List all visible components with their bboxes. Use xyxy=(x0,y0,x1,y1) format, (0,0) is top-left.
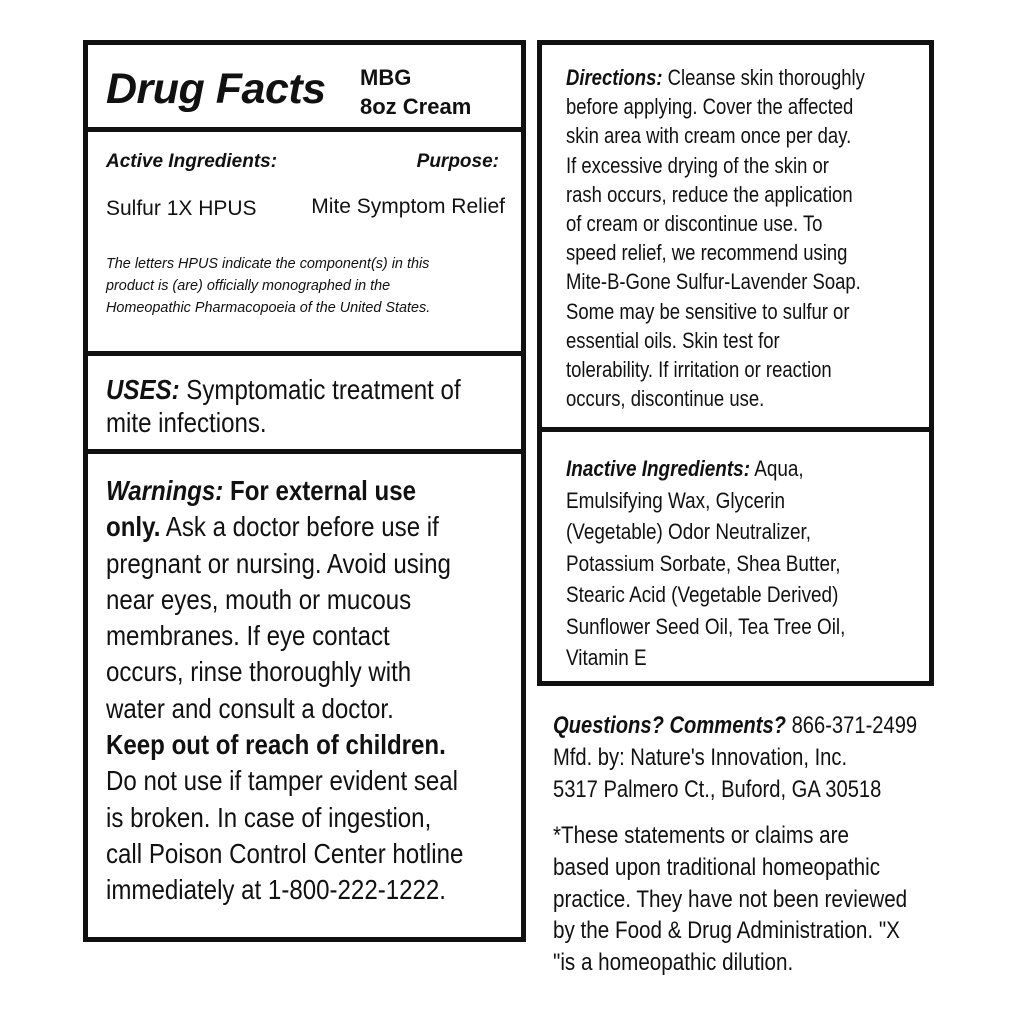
disclaimer-line: "is a homeopathic dilution. xyxy=(553,949,794,977)
hpus-note-line: The letters HPUS indicate the component(s) in this xyxy=(106,255,430,272)
address: 5317 Palmero Ct., Buford, GA 30518 xyxy=(553,776,882,803)
directions-text: Some may be sensitive to sulfur or xyxy=(566,298,850,324)
directions-text: tolerability. If irritation or reaction xyxy=(566,357,832,383)
divider xyxy=(88,351,521,356)
warnings-text: occurs, rinse thoroughly with xyxy=(106,656,412,688)
product-size-line: 8oz Cream xyxy=(360,94,472,119)
warnings-bold-text: For external use xyxy=(223,475,417,506)
warnings-bold-text: only. xyxy=(106,511,161,543)
directions-text: of cream or discontinue use. To xyxy=(566,211,823,237)
disclaimer-line: by the Food & Drug Administration. "X xyxy=(553,917,900,945)
phone-number: 866-371-2499 xyxy=(785,712,918,739)
directions-text: before applying. Cover the affected xyxy=(566,94,854,120)
purpose-heading: Purpose: xyxy=(416,151,499,172)
active-ingredients-heading: Active Ingredients: xyxy=(106,151,278,172)
hpus-note xyxy=(106,253,430,319)
inactive-ingredients-text: Aqua, xyxy=(749,456,804,481)
uses-label: USES: xyxy=(106,374,180,405)
directions-section xyxy=(566,63,865,413)
warnings-label: Warnings: xyxy=(106,475,224,506)
product-name-line: MBG xyxy=(360,65,412,90)
drug-facts-panel xyxy=(83,40,526,942)
active-purpose: Mite Symptom Relief xyxy=(311,195,505,218)
directions-text: occurs, discontinue use. xyxy=(566,386,765,412)
inactive-ingredients-text: Stearic Acid (Vegetable Derived) xyxy=(566,582,839,607)
warnings-text: Ask a doctor before use if xyxy=(160,511,439,543)
warnings-text: pregnant or nursing. Avoid using xyxy=(106,547,451,579)
product-name xyxy=(360,63,471,121)
warnings-section xyxy=(106,473,463,909)
directions-panel xyxy=(537,40,934,686)
manufacturer: Mfd. by: Nature's Innovation, Inc. xyxy=(553,744,848,771)
drug-facts-title: Drug Facts xyxy=(106,65,326,113)
divider xyxy=(542,427,929,432)
uses-text: Symptomatic treatment of xyxy=(179,374,461,405)
directions-text: Cleanse skin thoroughly xyxy=(662,65,865,90)
hpus-note-line: product is (are) officially monographed in the xyxy=(106,277,391,294)
inactive-ingredients-text: Vitamin E xyxy=(566,645,647,670)
warnings-text: near eyes, mouth or mucous xyxy=(106,583,412,615)
disclaimer-line: *These statements or claims are xyxy=(553,822,849,849)
uses-text: mite infections. xyxy=(106,407,267,438)
inactive-ingredients-text: (Vegetable) Odor Neutralizer, xyxy=(566,519,812,544)
warnings-text: membranes. If eye contact xyxy=(106,620,390,652)
warnings-text: water and consult a doctor. xyxy=(106,692,394,724)
directions-text: essential oils. Skin test for xyxy=(566,327,780,353)
disclaimer-line: practice. They have not been reviewed xyxy=(553,885,908,913)
directions-text: rash occurs, reduce the application xyxy=(566,181,853,207)
active-ingredient: Sulfur 1X HPUS xyxy=(106,197,257,220)
disclaimer xyxy=(553,820,907,979)
contact-info xyxy=(553,710,917,806)
inactive-ingredients-text: Sunflower Seed Oil, Tea Tree Oil, xyxy=(566,613,846,639)
questions-label: Questions? Comments? xyxy=(553,712,786,739)
directions-label: Directions: xyxy=(566,65,663,90)
warnings-text: call Poison Control Center hotline xyxy=(106,837,464,869)
warnings-text: Do not use if tamper evident seal xyxy=(106,765,459,797)
directions-text: speed relief, we recommend using xyxy=(566,240,848,266)
warnings-text: immediately at 1-800-222-1222. xyxy=(106,874,446,906)
divider xyxy=(88,127,521,132)
inactive-ingredients-label: Inactive Ingredients: xyxy=(566,456,750,481)
directions-text: If excessive drying of the skin or xyxy=(566,152,829,178)
warnings-text: is broken. In case of ingestion, xyxy=(106,801,432,833)
divider xyxy=(88,449,521,454)
directions-text: skin area with cream once per day. xyxy=(566,123,852,149)
disclaimer-line: based upon traditional homeopathic xyxy=(553,853,881,881)
uses-section xyxy=(106,373,461,439)
hpus-note-line: Homeopathic Pharmacopoeia of the United States. xyxy=(106,299,431,316)
inactive-ingredients-text: Emulsifying Wax, Glycerin xyxy=(566,487,786,513)
inactive-ingredients-section xyxy=(566,453,845,674)
inactive-ingredients-text: Potassium Sorbate, Shea Butter, xyxy=(566,550,841,576)
directions-text: Mite-B-Gone Sulfur-Lavender Soap. xyxy=(566,269,861,295)
keep-out-of-reach: Keep out of reach of children. xyxy=(106,729,446,761)
